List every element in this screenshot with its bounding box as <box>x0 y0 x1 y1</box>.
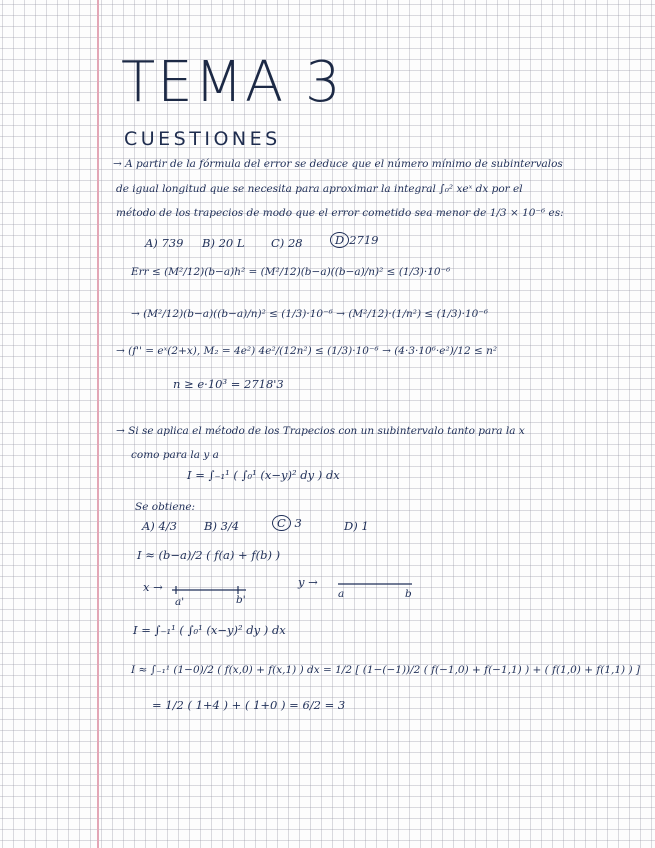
q1-step-3: → (f'' = eˣ(2+x), M₂ = 4e²) 4e²/(12n²) ≤ (1/3)·10⁻⁶ → (4·3·10⁶·e²)/12 ≤ n² <box>116 345 498 357</box>
q1-option-d-letter: D <box>330 232 349 248</box>
q1-option-d-value: 2719 <box>349 233 379 247</box>
q2-option-a: A) 4/3 <box>142 519 177 533</box>
q1-option-d <box>330 233 379 247</box>
q2-x-axis-b: b' <box>236 594 246 606</box>
margin-line <box>97 0 99 848</box>
page-title: TEMA 3 <box>121 50 343 115</box>
q2-option-c-value: 3 <box>294 516 302 530</box>
q1-step-1: Err ≤ (M²/12)(b−a)h² = (M²/12)(b−a)((b−a)/n)² ≤ (1/3)·10⁻⁶ <box>131 266 451 278</box>
q2-y-axis-line <box>336 578 416 590</box>
q1-line-3: método de los trapecios de modo que el error cometido sea menor de 1/3 × 10⁻⁶ es: <box>116 207 564 219</box>
q2-obtains: Se obtiene: <box>135 501 196 513</box>
q2-approximation: I ≈ ∫₋₁¹ (1−0)/2 ( f(x,0) + f(x,1) ) dx = 1/2 [ (1−(−1))/2 ( f(−1,0) + f(−1,1) ) + ( f(1,0) + f(1,1) ) ] <box>131 664 640 676</box>
q2-line-1: → Si se aplica el método de los Trapecios con un subintervalo tanto para la x <box>116 425 525 437</box>
q2-integral: I = ∫₋₁¹ ( ∫₀¹ (x−y)² dy ) dx <box>187 468 340 482</box>
q1-line-1: → A partir de la fórmula del error se deduce que el número mínimo de subintervalos <box>113 158 563 170</box>
q2-y-axis-label: y → <box>298 575 318 589</box>
q2-option-c <box>272 516 302 530</box>
q2-option-d: D) 1 <box>344 519 369 533</box>
q2-integral-restated: I = ∫₋₁¹ ( ∫₀¹ (x−y)² dy ) dx <box>133 623 286 637</box>
q2-x-axis-a: a' <box>175 596 185 608</box>
q1-option-c: C) 28 <box>271 236 303 250</box>
q2-trapezoid-formula: I ≈ (b−a)/2 ( f(a) + f(b) ) <box>137 548 281 562</box>
q2-line-2: como para la y a <box>131 449 219 461</box>
q2-option-b: B) 3/4 <box>204 519 240 533</box>
q1-step-2: → (M²/12)(b−a)((b−a)/n)² ≤ (1/3)·10⁻⁶ → (M²/12)·(1/n²) ≤ (1/3)·10⁻⁶ <box>131 308 489 320</box>
q2-x-axis-label: x → <box>143 580 163 594</box>
q2-option-c-letter: C <box>272 515 291 531</box>
q2-result: = 1/2 ( 1+4 ) + ( 1+0 ) = 6/2 = 3 <box>152 698 346 712</box>
q2-y-axis-a: a <box>338 588 345 600</box>
q1-option-b: B) 20 L <box>202 236 245 250</box>
q2-y-axis-b: b <box>405 588 412 600</box>
q1-option-a: A) 739 <box>145 236 184 250</box>
q1-step-4: n ≥ e·10³ = 2718'3 <box>173 377 284 391</box>
q1-line-2: de igual longitud que se necesita para aproximar la integral ∫₀² xeˣ dx por el <box>116 183 523 195</box>
section-subtitle: CUESTIONES <box>124 128 281 150</box>
